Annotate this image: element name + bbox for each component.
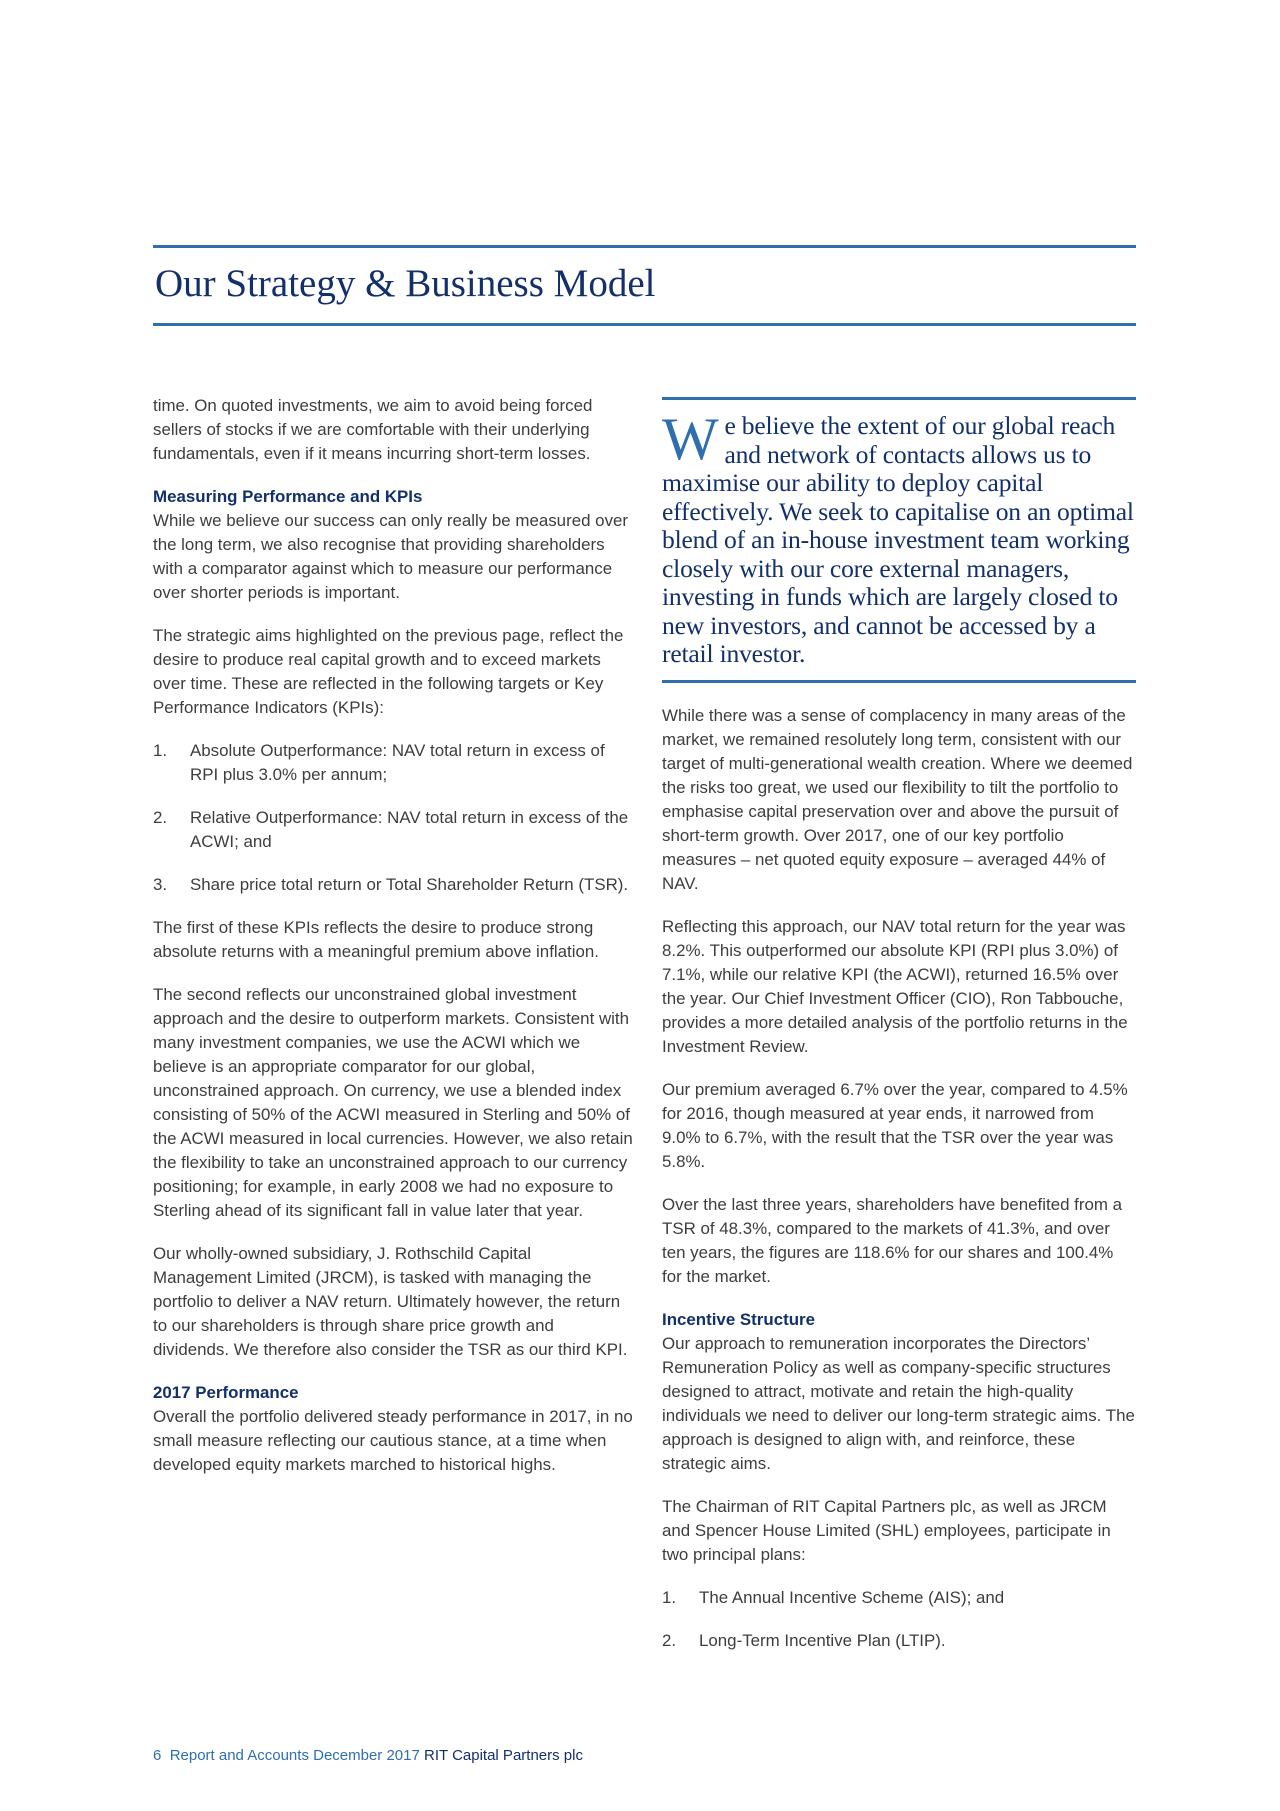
page-footer [153, 1746, 583, 1766]
pull-quote [662, 397, 1136, 683]
list-text: Share price total return or Total Shareholder Return (TSR). [190, 875, 629, 894]
list-item [153, 806, 633, 854]
plans-list [662, 1586, 1136, 1653]
intro-paragraph: time. On quoted investments, we aim to avoid being forced sellers of stocks if we are comfortable with their underlying fundamentals, even if it means incurring short-term losses. [153, 396, 593, 463]
performance-heading: 2017 Performance [153, 1383, 299, 1402]
pull-quote-body: e believe the extent of our global reach and network of contacts allows us to maximise our ability to deploy capital effectively. We seek to capitalise on an optimal blend of an in-house investment team working closely with our core external managers, investing in funds which are largely closed to new investors, and cannot be accessed by a retail investor. [662, 411, 1134, 668]
pull-quote-text [662, 406, 1136, 669]
measuring-paragraph-4: The second reflects our unconstrained global investment approach and the desire to outperform markets. Consistent with many investment companies, we use the ACWI which we believe is an appropriate comparator for our global, unconstrained approach. On currency, we use a blended index consisting of 50% of the ACWI measured in Sterling and 50% of the ACWI measured in local currencies. However, we also retain the flexibility to take an unconstrained approach to our currency positioning; for example, in early 2008 we had no exposure to Sterling ahead of its significant fall in value later that year. [153, 985, 633, 1220]
list-text: Relative Outperformance: NAV total return in excess of the ACWI; and [190, 808, 629, 851]
drop-cap: W [662, 406, 719, 472]
incentive-paragraph-1: Our approach to remuneration incorporates the Directors’ Remuneration Policy as well as company-specific structures designed to attract, motivate and retain the high-quality individuals we need to deliver our long-term strategic aims. The approach is designed to align with, and reinforce, these strategic aims. [662, 1333, 1135, 1473]
list-number: 2. [662, 1630, 677, 1650]
right-paragraph-2: Reflecting this approach, our NAV total return for the year was 8.2%. This outperformed our absolute KPI (RPI plus 3.0%) of 7.1%, while our relative KPI (the ACWI), returned 16.5% over the year. Our Chief Investment Officer (CIO), Ron Tabbouche, provides a more detailed analysis of the portfolio returns in the Investment Review. [662, 916, 1128, 1056]
left-column [153, 394, 633, 1496]
list-number: 1. [153, 741, 168, 760]
kpi-list [153, 739, 633, 897]
list-item [153, 739, 633, 787]
right-column [662, 397, 1136, 1672]
list-number: 2. [153, 808, 168, 827]
measuring-paragraph-2: The strategic aims highlighted on the previous page, reflect the desire to produce real capital growth and to exceed markets over time. These are reflected in the following targets or Key Performance Indicators (KPIs): [153, 626, 624, 717]
measuring-heading: Measuring Performance and KPIs [153, 487, 423, 506]
page-number: 6 [153, 1747, 162, 1764]
list-item [153, 873, 633, 897]
company-name: RIT Capital Partners plc [424, 1747, 583, 1764]
incentive-heading: Incentive Structure [662, 1309, 815, 1329]
list-number: 1. [662, 1587, 677, 1607]
right-paragraph-3: Our premium averaged 6.7% over the year, compared to 4.5% for 2016, though measured at year ends, it narrowed from 9.0% to 6.7%, with the result that the TSR over the year was 5.8%. [662, 1079, 1128, 1171]
list-text: Long-Term Incentive Plan (LTIP). [699, 1630, 946, 1650]
measuring-paragraph-1: While we believe our success can only really be measured over the long term, we also recognise that providing shareholders with a comparator against which to measure our performance over shorter periods is important. [153, 511, 629, 602]
list-text: Absolute Outperformance: NAV total return in excess of RPI plus 3.0% per annum; [190, 741, 605, 784]
right-paragraph-4: Over the last three years, shareholders have benefited from a TSR of 48.3%, compared to the markets of 41.3%, and over ten years, the figures are 118.6% for our shares and 100.4% for the market. [662, 1194, 1123, 1286]
title-rule-top [153, 245, 1136, 248]
list-number: 3. [153, 875, 168, 894]
list-item [662, 1586, 1136, 1610]
list-item [662, 1629, 1136, 1653]
measuring-paragraph-5: Our wholly-owned subsidiary, J. Rothschild Capital Management Limited (JRCM), is tasked with managing the portfolio to deliver a NAV return. Ultimately however, the return to our shareholders is through share price growth and dividends. We therefore also consider the TSR as our third KPI. [153, 1244, 628, 1359]
right-paragraph-1: While there was a sense of complacency in many areas of the market, we remained resolutely long term, consistent with our target of multi-generational wealth creation. Where we deemed the risks too great, we used our flexibility to tilt the portfolio to emphasise capital preservation over and above the pursuit of short-term growth. Over 2017, one of our key portfolio measures – net quoted equity exposure – averaged 44% of NAV. [662, 705, 1133, 893]
page-title: Our Strategy & Business Model [155, 262, 656, 305]
incentive-paragraph-2: The Chairman of RIT Capital Partners plc, as well as JRCM and Spencer House Limited (SHL) employees, participate in two principal plans: [662, 1496, 1111, 1564]
list-text: The Annual Incentive Scheme (AIS); and [699, 1587, 1005, 1607]
measuring-paragraph-3: The first of these KPIs reflects the desire to produce strong absolute returns with a meaningful premium above inflation. [153, 918, 599, 961]
title-rule-bottom [153, 323, 1136, 326]
report-name: Report and Accounts December 2017 [169, 1747, 420, 1764]
performance-paragraph-1: Overall the portfolio delivered steady performance in 2017, in no small measure reflecting our cautious stance, at a time when developed equity markets marched to historical highs. [153, 1407, 633, 1474]
